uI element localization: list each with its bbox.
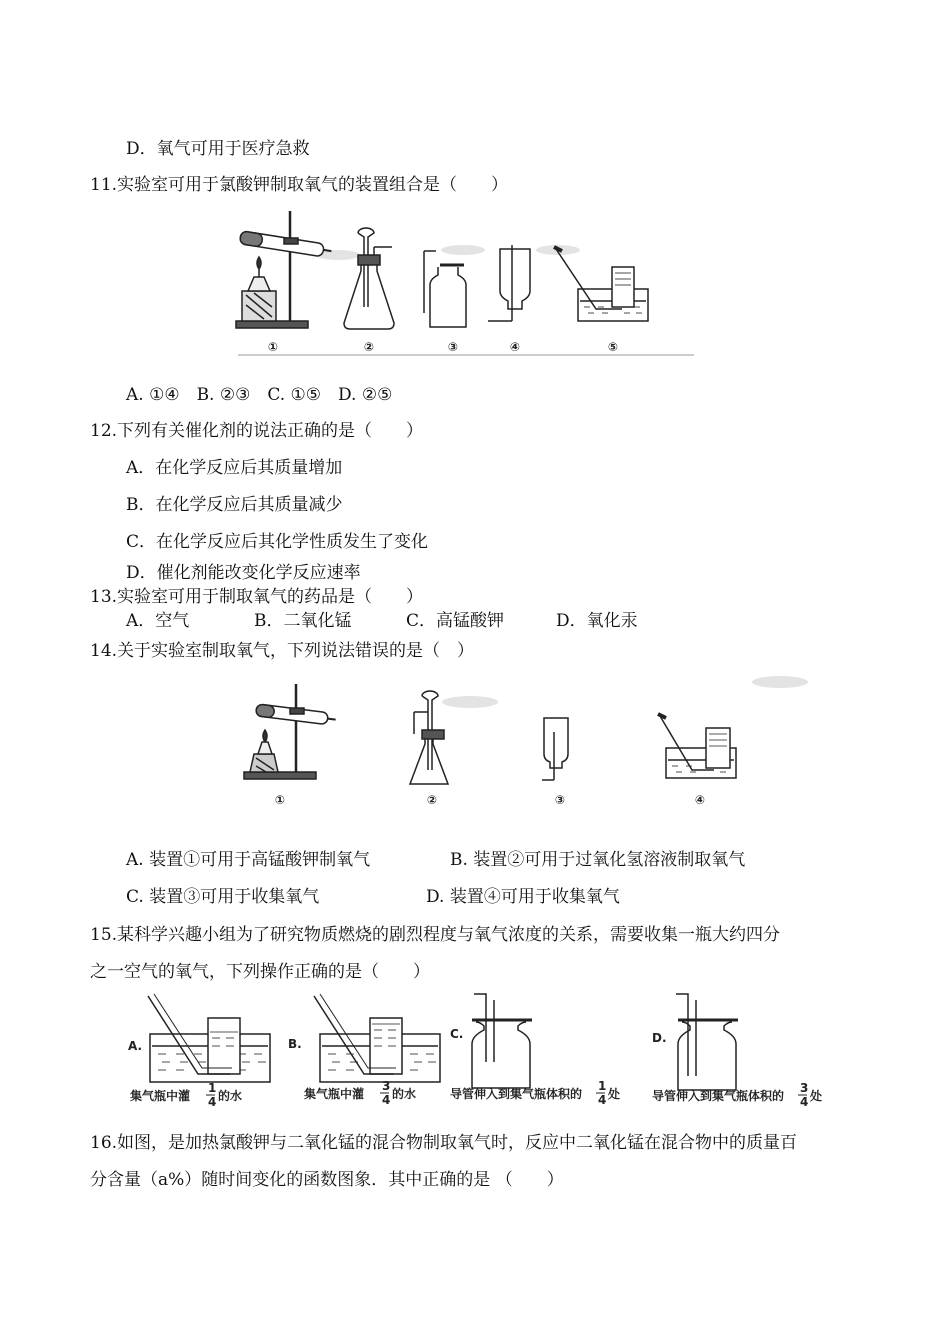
q15-fig-d-letter: D. xyxy=(652,1031,667,1045)
q11-fig-label-3: ③ xyxy=(447,340,459,354)
q11-fig-label-2: ② xyxy=(363,340,375,354)
q12-option-d: D．催化剂能改变化学反应速率 xyxy=(126,563,361,583)
apparatus-4-inverted-bottle-icon xyxy=(488,245,530,321)
q15-fig-b-frac-den: 4 xyxy=(382,1093,391,1107)
q15-stem-line1: 15.某科学兴趣小组为了研究物质燃烧的剧烈程度与氧气浓度的关系，需要收集一瓶大约四分 xyxy=(90,925,781,945)
q13-option-a: A．空气 xyxy=(126,611,190,631)
apparatus-1-heating-stand-icon xyxy=(236,211,332,328)
q13-option-d: D．氧化汞 xyxy=(556,611,638,631)
q15-fig-b-caption-pre: 集气瓶中灌 xyxy=(304,1087,365,1101)
q14-option-a: A. 装置①可用于高锰酸钾制氧气 xyxy=(126,850,371,870)
q15-fig-b-frac-num: 3 xyxy=(382,1079,391,1093)
q14-option-c: C. 装置③可用于收集氧气 xyxy=(126,887,320,907)
q12-option-b: B．在化学反应后其质量减少 xyxy=(126,495,343,515)
q15-fig-c-letter: C. xyxy=(450,1027,464,1041)
q13-option-b: B．二氧化锰 xyxy=(254,611,352,631)
q12-stem: 12.下列有关催化剂的说法正确的是（ ） xyxy=(90,421,424,441)
q14-fig-label-4: ④ xyxy=(694,793,706,807)
q15-fig-a-caption-post: 的水 xyxy=(218,1089,243,1103)
q16-stem-line1: 16.如图，是加热氯酸钾与二氧化锰的混合物制取氧气时，反应中二氧化锰在混合物中的质量百 xyxy=(90,1133,798,1153)
q15-stem-line2: 之一空气的氧气，下列操作正确的是（ ） xyxy=(90,962,430,982)
q15-fig-d-caption-post: 处 xyxy=(810,1089,823,1103)
q15-fig-c-caption-post: 处 xyxy=(608,1087,621,1101)
q11-stem: 11.实验室可用于氯酸钾制取氧气的装置组合是（ ） xyxy=(90,175,509,195)
q15-fig-a-frac-num: 1 xyxy=(208,1081,217,1095)
q15-fig-c-frac-num: 1 xyxy=(598,1079,607,1093)
q15-fig-a-frac-den: 4 xyxy=(208,1095,217,1109)
q15-options-figure xyxy=(120,990,840,1120)
q15-figure-b-trough-icon xyxy=(288,994,440,1082)
q14-option-d: D. 装置④可用于收集氧气 xyxy=(426,887,620,907)
q15-fig-c-caption-pre: 导管伸入到集气瓶体积的 xyxy=(450,1087,583,1101)
q14-option-b: B. 装置②可用于过氧化氢溶液制取氧气 xyxy=(450,850,746,870)
q15-figure-d-gas-bottle-icon xyxy=(652,994,738,1090)
q10-option-d: D．氧气可用于医疗急救 xyxy=(126,139,310,159)
q16-stem-line2: 分含量（a%）随时间变化的函数图象．其中正确的是 （ ） xyxy=(90,1170,564,1190)
q14-apparatus-4-water-trough-icon xyxy=(658,714,736,778)
q14-stem: 14.关于实验室制取氧气，下列说法错误的是（ ） xyxy=(90,641,475,661)
q13-stem: 13.实验室可用于制取氧气的药品是（ ） xyxy=(90,587,424,607)
q15-fig-d-frac-den: 4 xyxy=(800,1095,809,1109)
q14-apparatus-2-conical-flask-icon xyxy=(410,691,448,784)
q11-fig-label-5: ⑤ xyxy=(607,340,619,354)
q14-fig-label-1: ① xyxy=(274,793,286,807)
q15-fig-d-caption-pre: 导管伸入到集气瓶体积的 xyxy=(652,1089,785,1103)
q15-fig-a-letter: A. xyxy=(128,1039,143,1053)
apparatus-2-conical-flask-icon xyxy=(344,228,394,329)
q11-apparatus-figure xyxy=(228,205,698,365)
q11-fig-label-4: ④ xyxy=(509,340,521,354)
q15-fig-c-frac-den: 4 xyxy=(598,1093,607,1107)
q11-options: A. ①④ B. ②③ C. ①⑤ D. ②⑤ xyxy=(126,385,393,405)
q14-fig-label-2: ② xyxy=(426,793,438,807)
q14-fig-label-3: ③ xyxy=(554,793,566,807)
q11-fig-label-1: ① xyxy=(267,340,279,354)
q14-apparatus-figure xyxy=(220,672,820,837)
q15-fig-a-caption-pre: 集气瓶中灌 xyxy=(130,1089,191,1103)
q12-option-c: C．在化学反应后其化学性质发生了变化 xyxy=(126,532,429,552)
q15-fig-b-caption-post: 的水 xyxy=(392,1087,417,1101)
q15-fig-b-letter: B. xyxy=(288,1037,302,1051)
q12-option-a: A．在化学反应后其质量增加 xyxy=(126,458,343,478)
q14-apparatus-1-heating-stand-icon xyxy=(244,684,336,779)
q14-apparatus-3-inverted-bottle-icon xyxy=(542,718,568,780)
apparatus-3-gas-bottle-icon xyxy=(424,251,466,327)
q15-figure-c-gas-bottle-icon xyxy=(450,994,532,1088)
q15-figure-a-trough-icon xyxy=(128,994,270,1082)
q15-fig-d-frac-num: 3 xyxy=(800,1081,809,1095)
q13-option-c: C．高锰酸钾 xyxy=(406,611,505,631)
apparatus-5-water-trough-icon xyxy=(554,247,648,321)
